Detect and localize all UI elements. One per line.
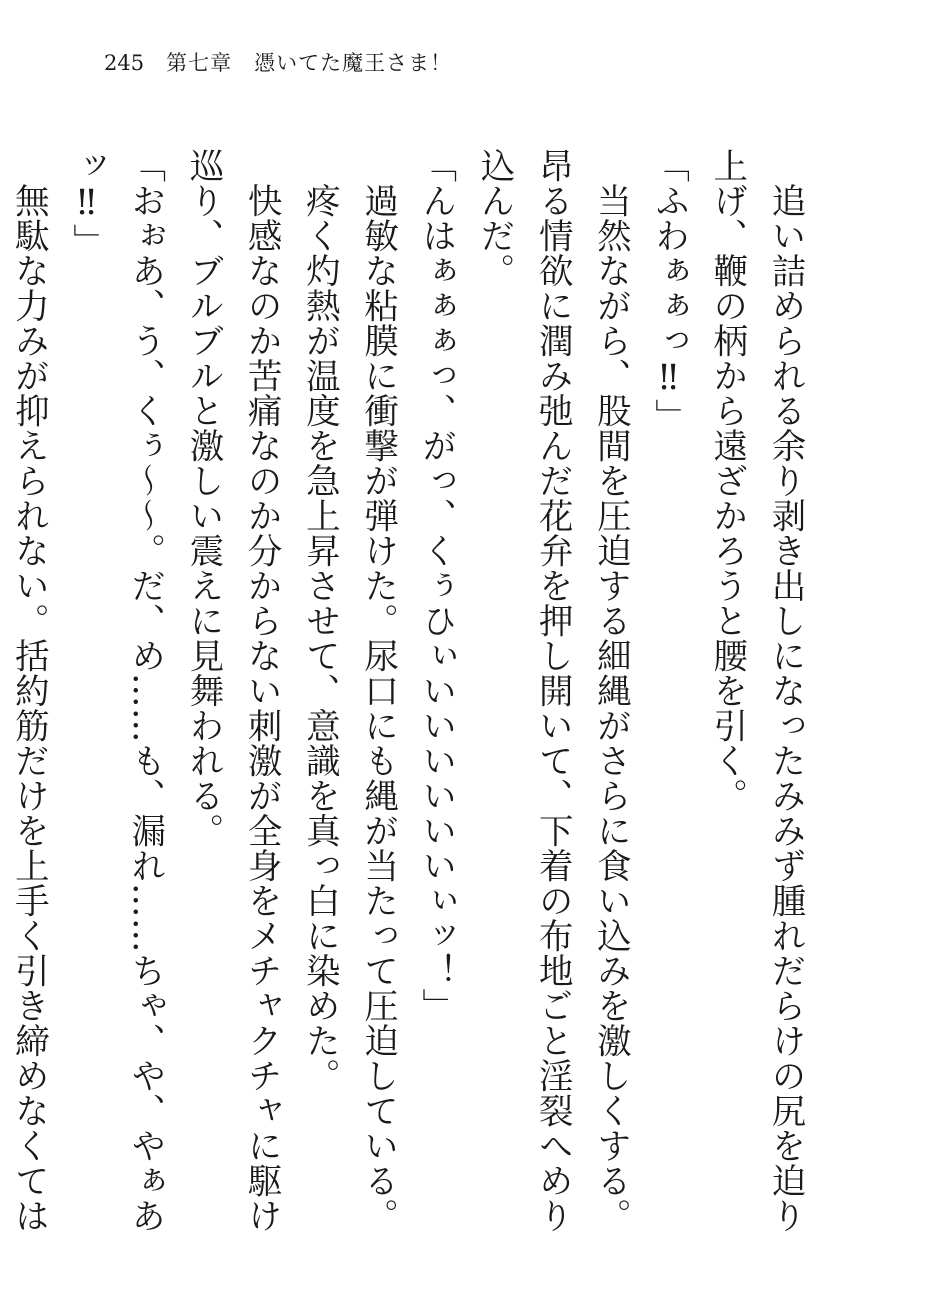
- page-number: 245: [104, 51, 145, 75]
- paragraph: 追い詰められる余り剥き出しになったみみず腫れだらけの尻を迫り上げ、鞭の柄から遠ざかろうと腰を引く。: [706, 148, 805, 1233]
- paragraph: 当然ながら、股間を圧迫する細縄がさらに食い込みを激しくする。昂る情欲に潤み弛んだ花弁を押し開いて、下着の布地ごと淫裂へめり込んだ。: [473, 148, 631, 1233]
- paragraph: 疼く灼熱が温度を急上昇させて、意識を真っ白に染めた。: [299, 182, 340, 1093]
- paragraph: 無駄な力みが抑えられない。括約筋だけを上手く引き締めなくては: [8, 182, 49, 1233]
- dialogue-line: 「ふわぁぁっ‼」: [648, 148, 689, 434]
- paragraph: 快感なのか苦痛なのか分からない刺激が全身をメチャクチャに駆け巡り、ブルブルと激しい震えに見舞われる。: [182, 148, 282, 1233]
- dialogue-line: 「おぉあ、う、くぅ〜〜。だ、め……も、漏れ……ちゃ、や、やぁあッ‼」: [66, 148, 165, 1233]
- chapter-title: 第七章 憑いてた魔王さま！: [166, 51, 453, 75]
- paragraph: 過敏な粘膜に衝撃が弾けた。尿口にも縄が当たって圧迫している。: [357, 182, 398, 1233]
- page-header: [104, 48, 452, 78]
- dialogue-line: 「んはぁぁぁっ、がっ、くぅひぃいいいいいいぃッ！」: [415, 148, 456, 1023]
- body-text: [8, 148, 814, 1238]
